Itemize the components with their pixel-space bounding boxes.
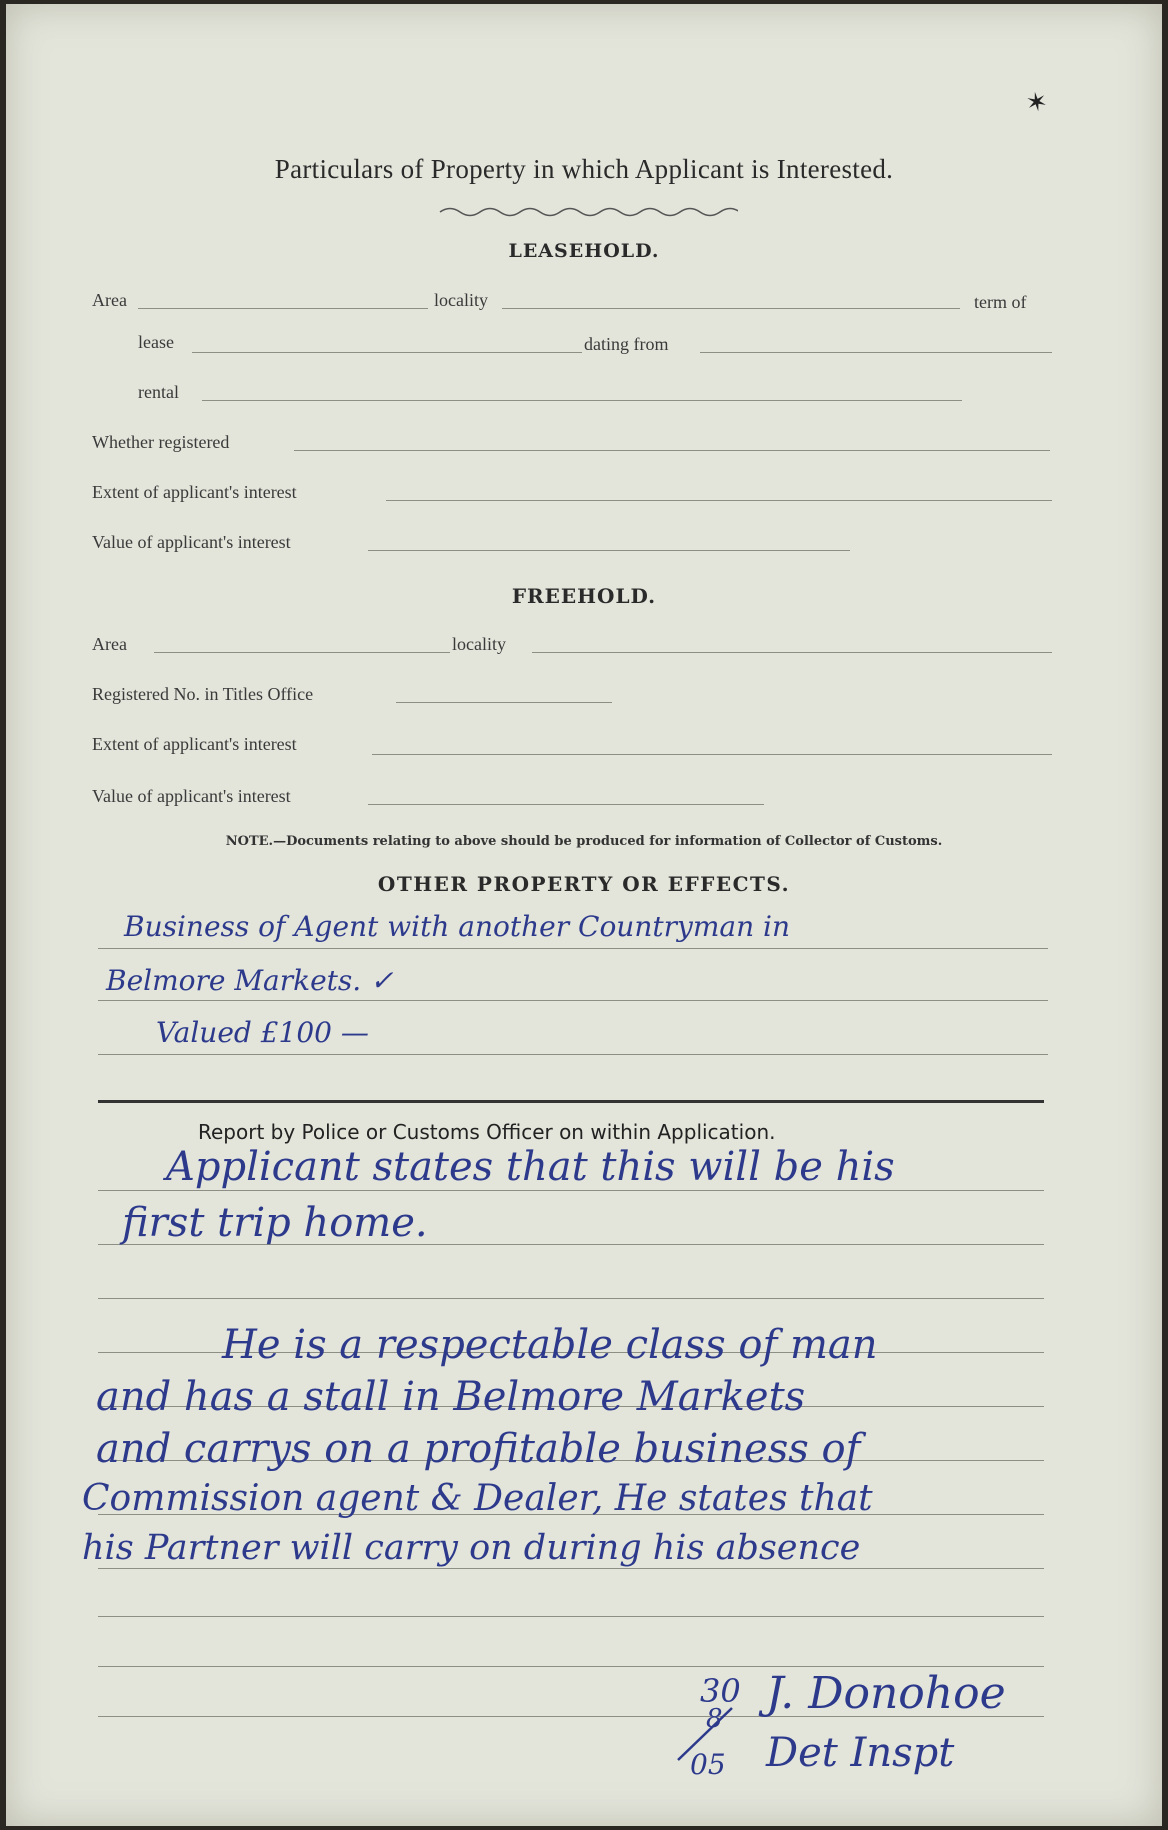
lease-registered-line — [294, 450, 1050, 451]
lease-rental-label: rental — [138, 382, 179, 402]
lease-area-line — [138, 308, 428, 309]
leasehold-heading: LEASEHOLD. — [508, 240, 660, 262]
lease-lease-label: lease — [138, 332, 174, 352]
free-value-line — [368, 804, 764, 805]
other-handwriting-1: Business of Agent with another Countryman in — [124, 910, 790, 943]
lease-registered-label: Whether registered — [92, 432, 230, 452]
sig-name: J. Donohoe — [766, 1668, 1006, 1719]
report-handwriting-1: Applicant states that this will be his — [166, 1144, 895, 1190]
other-line-2 — [98, 1000, 1048, 1001]
report-line-1 — [98, 1190, 1044, 1191]
free-locality-label: locality — [452, 634, 506, 654]
lease-term-label: term of — [974, 292, 1027, 312]
report-handwriting-7: his Partner will carry on during his absence — [82, 1528, 861, 1568]
other-property-heading: OTHER PROPERTY OR EFFECTS. — [377, 872, 791, 896]
page-title: Particulars of Property in which Applicant is Interested. — [274, 154, 894, 184]
report-handwriting-6: Commission agent & Dealer, He states that — [82, 1478, 873, 1519]
lease-area-label: Area — [92, 290, 127, 310]
free-area-label: Area — [92, 634, 127, 654]
free-registered-line — [396, 702, 612, 703]
section-divider — [98, 1100, 1044, 1103]
customs-note: NOTE.—Documents relating to above should be produced for information of Collector of Customs. — [225, 834, 943, 849]
lease-locality-line — [502, 308, 960, 309]
lease-value-line — [368, 550, 850, 551]
free-registered-label: Registered No. in Titles Office — [92, 684, 314, 704]
free-extent-line — [372, 754, 1052, 755]
report-handwriting-5: and carrys on a profitable business of — [96, 1426, 861, 1472]
report-line-3 — [98, 1298, 1044, 1299]
other-handwriting-3: Valued £100 — — [156, 1016, 369, 1049]
report-handwriting-4: and has a stall in Belmore Markets — [96, 1374, 806, 1420]
other-line-3 — [98, 1054, 1048, 1055]
report-handwriting-3: He is a respectable class of man — [222, 1322, 878, 1368]
lease-rental-line — [202, 400, 962, 401]
lease-locality-label: locality — [434, 290, 488, 310]
other-handwriting-2: Belmore Markets. ✓ — [106, 964, 394, 997]
other-line-1 — [98, 948, 1048, 949]
lease-value-label: Value of applicant's interest — [92, 532, 291, 552]
sig-title: Det Inspt — [766, 1730, 955, 1776]
sig-date-year: 05 — [690, 1748, 726, 1781]
document-page — [6, 4, 1162, 1826]
lease-extent-label: Extent of applicant's interest — [92, 482, 297, 502]
freehold-heading: FREEHOLD. — [511, 584, 657, 608]
sig-date-month: 8 — [706, 1704, 723, 1734]
sig-date-day: 30 — [700, 1672, 741, 1710]
report-line-10 — [98, 1666, 1044, 1667]
free-value-label: Value of applicant's interest — [92, 786, 291, 806]
title-flourish — [438, 204, 738, 220]
corner-mark: ✶ — [1023, 86, 1051, 120]
report-line-9 — [98, 1616, 1044, 1617]
report-handwriting-2: first trip home. — [122, 1200, 428, 1246]
report-line-8 — [98, 1568, 1044, 1569]
lease-extent-line — [386, 500, 1052, 501]
lease-dating-line — [700, 352, 1052, 353]
free-locality-line — [532, 652, 1052, 653]
report-heading: Report by Police or Customs Officer on within Application. — [198, 1120, 776, 1144]
lease-dating-label: dating from — [584, 334, 669, 354]
free-area-line — [154, 652, 450, 653]
lease-lease-line — [192, 352, 582, 353]
free-extent-label: Extent of applicant's interest — [92, 734, 297, 754]
